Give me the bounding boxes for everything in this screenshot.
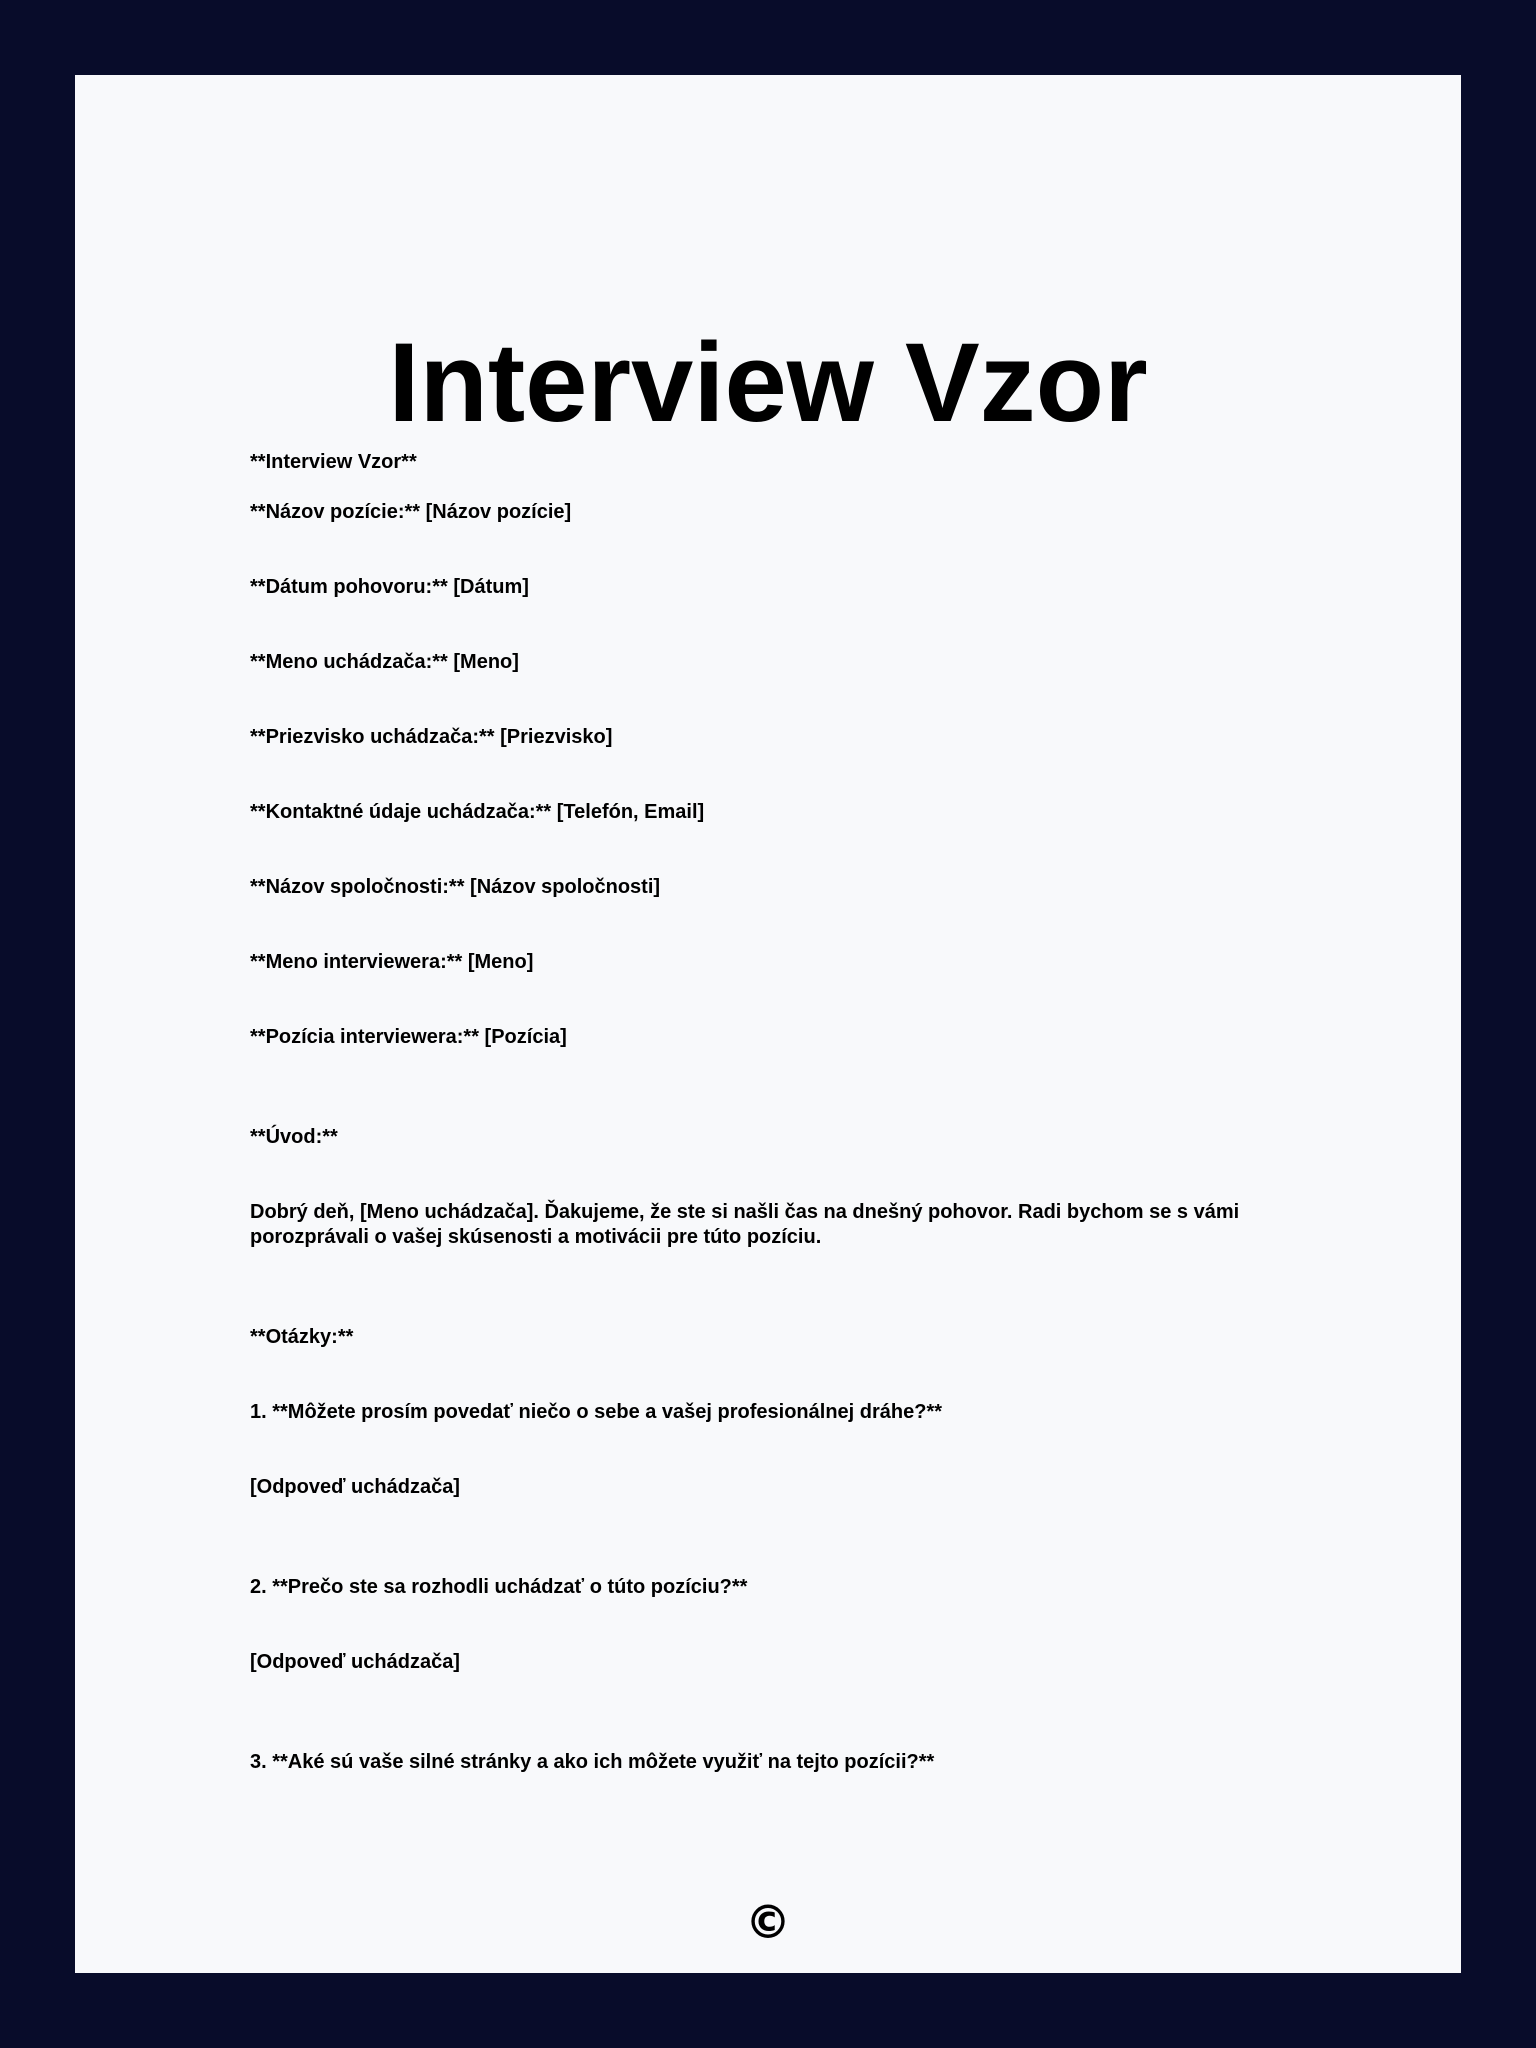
introduction-heading: **Úvod:**	[250, 1126, 338, 1148]
interviewer-position-field: **Pozícia interviewera:** [Pozícia]	[250, 1026, 567, 1048]
question-1: 1. **Môžete prosím povedať niečo o sebe a vašej profesionálnej dráhe?**	[250, 1401, 943, 1423]
question-2: 2. **Prečo ste sa rozhodli uchádzať o túto pozíciu?**	[250, 1576, 748, 1598]
questions-heading: **Otázky:**	[250, 1326, 354, 1348]
answer-1: [Odpoveď uchádzača]	[250, 1476, 460, 1498]
candidate-last-name-field: **Priezvisko uchádzača:** [Priezvisko]	[250, 726, 613, 748]
document-title: Interview Vzor	[388, 320, 1148, 445]
company-name-field: **Názov spoločnosti:** [Názov spoločnosti]	[250, 876, 661, 898]
copyright-icon: ©	[745, 1895, 791, 1949]
introduction-paragraph: Dobrý deň, [Meno uchádzača]. Ďakujeme, že ste si našli čas na dnešný pohovor. Radi bychom se s vámi porozprávali o vašej skúsenosti a motivácii pre túto pozíciu.	[250, 1201, 1245, 1248]
question-3: 3. **Aké sú vaše silné stránky a ako ich môžete využiť na tejto pozícii?**	[250, 1751, 935, 1773]
document-page	[75, 75, 1461, 1973]
candidate-contact-field: **Kontaktné údaje uchádzača:** [Telefón, Email]	[250, 801, 705, 823]
answer-2: [Odpoveď uchádzača]	[250, 1651, 460, 1673]
document-heading-line: **Interview Vzor**	[250, 451, 417, 473]
interview-date-field: **Dátum pohovoru:** [Dátum]	[250, 576, 529, 598]
position-name-field: **Názov pozície:** [Názov pozície]	[250, 501, 572, 523]
candidate-first-name-field: **Meno uchádzača:** [Meno]	[250, 651, 519, 673]
interviewer-name-field: **Meno interviewera:** [Meno]	[250, 951, 534, 973]
